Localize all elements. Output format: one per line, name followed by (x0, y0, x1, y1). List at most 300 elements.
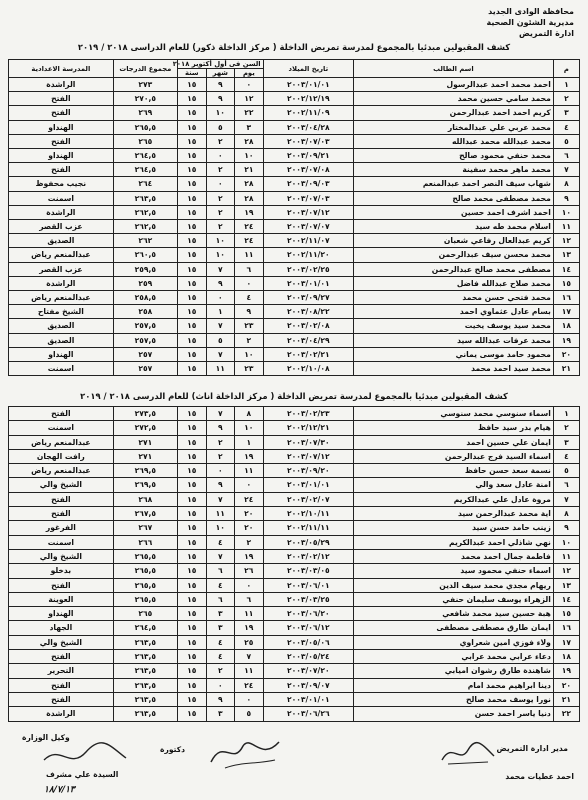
cell-day: ١٩ (235, 549, 264, 563)
cell-day: ٢٠ (235, 521, 264, 535)
cell-day: ٧ (235, 650, 264, 664)
cell-total: ٢٦٤,٥ (113, 621, 177, 635)
cell-year: ١٥ (177, 449, 206, 463)
cell-school: نجيب محفوظ (9, 177, 114, 191)
table-row (9, 262, 580, 276)
females-table-body (9, 407, 580, 722)
cell-dob: ٢٠٠٣/٠١/٠١ (263, 78, 353, 92)
table-row (9, 220, 580, 234)
cell-dob: ٢٠٠٣/٠٩/٠٣ (263, 177, 353, 191)
cell-dob: ٢٠٠٣/٠٢/٢٥ (263, 262, 353, 276)
cell-num: ٢٠ (553, 678, 579, 692)
cell-total: ٢٦٠,٥ (113, 248, 177, 262)
section1-title: كشف المقبولين مبدئيا بالمجموع لمدرسة تمريض الداخلة ( مركز الداخلة ذكور) للعام الدراسى ٢٠١٨ / ٢٠١٩ (77, 42, 511, 52)
cell-year: ١٥ (177, 521, 206, 535)
cell-year: ١٥ (177, 120, 206, 134)
cell-num: ١٠ (553, 205, 579, 219)
cell-dob: ٢٠٠٣/٠٧/١٢ (263, 449, 353, 463)
director-signature (438, 738, 498, 768)
cell-school: الصديق (9, 333, 114, 347)
cell-school: اسمنت (9, 535, 114, 549)
cell-year: ١٥ (177, 276, 206, 290)
cell-month: ٣ (206, 621, 235, 635)
cell-school: بدخلو (9, 564, 114, 578)
cell-year: ١٥ (177, 362, 206, 376)
col-dob: تاريخ الميلاد (263, 60, 353, 78)
table-row (9, 191, 580, 205)
table-row (9, 362, 580, 376)
cell-year: ١٥ (177, 592, 206, 606)
cell-school: عبدالمنعم رياض (9, 464, 114, 478)
cell-total: ٢٦٨ (113, 492, 177, 506)
header-department: ادارة التمريض (519, 29, 574, 38)
cell-month: ٩ (206, 692, 235, 706)
cell-month: ٧ (206, 347, 235, 361)
cell-dob: ٢٠٠٢/١٠/١١ (263, 507, 353, 521)
table-row (9, 664, 580, 678)
section2-title: كشف المقبولين مبدئيا بالمجموع لمدرسة تمريض الداخلة ( مركز الداخلة اناث) للعام الدرسى ٢٠١٨ / ٢٠١٩ (80, 391, 508, 401)
cell-name: محمد حنفي محمود صالح (354, 149, 554, 163)
cell-num: ١٥ (553, 607, 579, 621)
cell-year: ١٥ (177, 262, 206, 276)
cell-month: ٩ (206, 92, 235, 106)
table-row (9, 149, 580, 163)
col-num: م (553, 60, 579, 78)
cell-year: ١٥ (177, 564, 206, 578)
cell-day: ٦ (235, 262, 264, 276)
table-row (9, 464, 580, 478)
cell-num: ٢ (553, 92, 579, 106)
cell-name: دعاء عرابي محمد عرابي (354, 650, 554, 664)
cell-dob: ٢٠٠٣/٠٦/١٢ (263, 621, 353, 635)
cell-dob: ٢٠٠٣/٠٧/١٢ (263, 205, 353, 219)
cell-num: ١١ (553, 220, 579, 234)
cell-school: الراشدة (9, 707, 114, 721)
cell-total: ٢٦٣,٥ (113, 664, 177, 678)
cell-year: ١٥ (177, 549, 206, 563)
cell-dob: ٢٠٠٣/٠٢/٢٣ (263, 407, 353, 421)
cell-day: ١١ (235, 664, 264, 678)
cell-year: ١٥ (177, 92, 206, 106)
cell-year: ١٥ (177, 177, 206, 191)
cell-dob: ٢٠٠٣/٠٦/٢٦ (263, 707, 353, 721)
cell-month: ٠ (206, 177, 235, 191)
cell-num: ١٦ (553, 291, 579, 305)
cell-total: ٢٦٥,٥ (113, 564, 177, 578)
cell-day: ٠ (235, 692, 264, 706)
table-row (9, 692, 580, 706)
table-row (9, 347, 580, 361)
cell-name: محمد عرفات عبدالله سيد (354, 333, 554, 347)
cell-day: ٩ (235, 305, 264, 319)
table-row (9, 578, 580, 592)
table-row (9, 120, 580, 134)
table-row (9, 435, 580, 449)
cell-school: رافت الهجان (9, 449, 114, 463)
females-table (8, 406, 580, 722)
cell-month: ٤ (206, 650, 235, 664)
cell-dob: ٢٠٠٣/٠٧/٢٠ (263, 664, 353, 678)
cell-school: اسمنت (9, 421, 114, 435)
males-table (8, 59, 580, 376)
cell-name: محمد محسن سيف عبدالرحمن (354, 248, 554, 262)
cell-year: ١٥ (177, 407, 206, 421)
deputy-title: وكيل الوزارة (22, 733, 70, 742)
cell-month: ١١ (206, 362, 235, 376)
cell-day: ١٩ (235, 205, 264, 219)
cell-name: امنة عادل سعد والي (354, 478, 554, 492)
cell-year: ١٥ (177, 248, 206, 262)
cell-dob: ٢٠٠٣/٠٧/٠٧ (263, 220, 353, 234)
cell-dob: ٢٠٠٣/٠٥/٢٤ (263, 650, 353, 664)
cell-name: نسمة سعد حسن حافظ (354, 464, 554, 478)
cell-num: ١٢ (553, 234, 579, 248)
cell-day: ٠ (235, 578, 264, 592)
cell-total: ٢٥٧ (113, 362, 177, 376)
cell-day: ٢١ (235, 163, 264, 177)
cell-dob: ٢٠٠٣/٠٥/٢٩ (263, 535, 353, 549)
cell-name: محمد سيد احمد محمد (354, 362, 554, 376)
cell-day: ١٠ (235, 347, 264, 361)
cell-name: ولاء فوزي امين شعراوي (354, 635, 554, 649)
cell-name: ريهام مجدي محمد سيف الدين (354, 578, 554, 592)
cell-month: ٠ (206, 149, 235, 163)
table-row (9, 234, 580, 248)
cell-num: ٦ (553, 149, 579, 163)
handwritten-date: ١٨/٧/١٣ (44, 785, 75, 795)
table-row (9, 478, 580, 492)
cell-year: ١٥ (177, 163, 206, 177)
table-row (9, 305, 580, 319)
cell-school: الهنداو (9, 149, 114, 163)
cell-year: ١٥ (177, 478, 206, 492)
director-name: احمد عطيات محمد (505, 772, 574, 781)
cell-day: ٢٠ (235, 507, 264, 521)
cell-day: ٠ (235, 276, 264, 290)
cell-num: ١٥ (553, 276, 579, 290)
cell-month: ٧ (206, 549, 235, 563)
cell-day: ٢٤ (235, 234, 264, 248)
cell-num: ١١ (553, 549, 579, 563)
cell-month: ٧ (206, 319, 235, 333)
cell-month: ٠ (206, 291, 235, 305)
cell-total: ٢٦٣,٥ (113, 650, 177, 664)
cell-name: نهي شاذلي احمد عبدالكريم (354, 535, 554, 549)
cell-total: ٢٦٧ (113, 521, 177, 535)
cell-num: ٥ (553, 134, 579, 148)
cell-total: ٢٧٣,٥ (113, 407, 177, 421)
cell-dob: ٢٠٠٣/٠٧/٠٣ (263, 134, 353, 148)
cell-num: ١٨ (553, 650, 579, 664)
cell-school: عزب القصر (9, 220, 114, 234)
cell-month: ٢ (206, 664, 235, 678)
table-row (9, 549, 580, 563)
cell-year: ١٥ (177, 305, 206, 319)
cell-num: ١٨ (553, 319, 579, 333)
table-row (9, 205, 580, 219)
cell-day: ٥ (235, 707, 264, 721)
cell-month: ٣ (206, 707, 235, 721)
table-row (9, 492, 580, 506)
cell-month: ٧ (206, 262, 235, 276)
cell-num: ٤ (553, 120, 579, 134)
cell-dob: ٢٠٠٣/٠٩/٠٧ (263, 678, 353, 692)
cell-school: الراشدة (9, 205, 114, 219)
cell-day: ٢٨ (235, 177, 264, 191)
cell-name: هبة حسين سيد محمد شافعي (354, 607, 554, 621)
cell-dob: ٢٠٠٣/٠٢/٠٨ (263, 319, 353, 333)
cell-day: ١٢ (235, 92, 264, 106)
table-row (9, 678, 580, 692)
cell-num: ١٧ (553, 305, 579, 319)
cell-name: محمود حامد موسى يماني (354, 347, 554, 361)
cell-month: ٢ (206, 163, 235, 177)
cell-day: ١١ (235, 248, 264, 262)
cell-month: ٤ (206, 635, 235, 649)
table-row (9, 564, 580, 578)
cell-num: ٣ (553, 435, 579, 449)
table-row (9, 650, 580, 664)
cell-name: شاهندة طارق رشوان اميابي (354, 664, 554, 678)
cell-day: ٨ (235, 407, 264, 421)
cell-month: ٩ (206, 78, 235, 92)
cell-dob: ٢٠٠٣/٠٤/٢٩ (263, 333, 353, 347)
table-row (9, 78, 580, 92)
cell-day: ١٩ (235, 449, 264, 463)
cell-year: ١٥ (177, 664, 206, 678)
cell-school: الشيخ مفتاح (9, 305, 114, 319)
cell-day: ١٠ (235, 149, 264, 163)
cell-total: ٢٥٧,٥ (113, 319, 177, 333)
cell-month: ٤ (206, 578, 235, 592)
cell-num: ١٦ (553, 621, 579, 635)
cell-month: ٧ (206, 407, 235, 421)
cell-dob: ٢٠٠٣/٠٦/٠١ (263, 578, 353, 592)
cell-total: ٢٥٨,٥ (113, 291, 177, 305)
cell-school: الفتح (9, 92, 114, 106)
cell-total: ٢٧١ (113, 435, 177, 449)
cell-year: ١٥ (177, 191, 206, 205)
cell-month: ٦ (206, 592, 235, 606)
cell-month: ٦ (206, 564, 235, 578)
header-directorate: مديرية الشئون الصحية (486, 18, 574, 27)
cell-day: ٢ (235, 535, 264, 549)
cell-day: ١٠ (235, 421, 264, 435)
doctor-label: دكتورة (160, 745, 186, 754)
cell-day: ٤ (235, 291, 264, 305)
cell-month: ٤ (206, 535, 235, 549)
cell-month: ١١ (206, 507, 235, 521)
cell-name: محمد فتحي حسن محمد (354, 291, 554, 305)
cell-name: محمد سامي حسين محمد (354, 92, 554, 106)
cell-school: العوينة (9, 592, 114, 606)
cell-dob: ٢٠٠٢/١٢/١٩ (263, 92, 353, 106)
cell-total: ٢٦٥,٥ (113, 549, 177, 563)
cell-month: ١٠ (206, 106, 235, 120)
cell-num: ٢١ (553, 362, 579, 376)
cell-total: ٢٥٨ (113, 305, 177, 319)
cell-num: ٧ (553, 492, 579, 506)
table-row (9, 707, 580, 721)
cell-num: ١ (553, 78, 579, 92)
col-age-group: السن فى أول أكتوبر ٢٠١٨ (177, 60, 263, 69)
cell-num: ١٣ (553, 248, 579, 262)
cell-num: ٤ (553, 449, 579, 463)
table-row (9, 248, 580, 262)
cell-year: ١٥ (177, 333, 206, 347)
cell-total: ٢٦٢,٥ (113, 220, 177, 234)
cell-month: ٣ (206, 607, 235, 621)
cell-num: ١٠ (553, 535, 579, 549)
cell-num: ١٤ (553, 262, 579, 276)
cell-dob: ٢٠٠٣/٠٩/٢٠ (263, 464, 353, 478)
cell-name: شهاب سيف النصر احمد عبدالمنعم (354, 177, 554, 191)
cell-dob: ٢٠٠٣/٠١/٠١ (263, 478, 353, 492)
cell-school: الفتح (9, 492, 114, 506)
cell-name: كريم احمد احمد عبدالرحمن (354, 106, 554, 120)
cell-name: محمد صلاح عبدالله فاضل (354, 276, 554, 290)
cell-school: الشيخ والي (9, 635, 114, 649)
cell-dob: ٢٠٠٢/١١/٢٠ (263, 248, 353, 262)
cell-year: ١٥ (177, 535, 206, 549)
col-day: يوم (235, 69, 264, 78)
doctor-signature (205, 732, 285, 772)
cell-school: اسمنت (9, 362, 114, 376)
table-row (9, 177, 580, 191)
cell-day: ٦ (235, 592, 264, 606)
cell-total: ٢٦٩,٥ (113, 464, 177, 478)
cell-year: ١٥ (177, 692, 206, 706)
cell-year: ١٥ (177, 205, 206, 219)
cell-month: ٩ (206, 478, 235, 492)
cell-school: الجهاد (9, 621, 114, 635)
cell-school: التحرير (9, 664, 114, 678)
cell-dob: ٢٠٠٣/٠٣/٠٥ (263, 564, 353, 578)
cell-day: ١١ (235, 464, 264, 478)
cell-name: اسماء حنفي محمود سيد (354, 564, 554, 578)
cell-dob: ٢٠٠٢/١٢/٢١ (263, 421, 353, 435)
col-total: مجموع الدرجات (113, 60, 177, 78)
cell-year: ١٥ (177, 621, 206, 635)
cell-num: ٣ (553, 106, 579, 120)
cell-day: ٢٨ (235, 134, 264, 148)
cell-name: زينب حامد حسن سيد (354, 521, 554, 535)
cell-dob: ٢٠٠٣/٠٣/٢٥ (263, 592, 353, 606)
cell-num: ١٧ (553, 635, 579, 649)
cell-total: ٢٦٣,٥ (113, 707, 177, 721)
cell-day: ٢٤ (235, 492, 264, 506)
cell-num: ٢٠ (553, 347, 579, 361)
cell-num: ١٣ (553, 578, 579, 592)
cell-year: ١٥ (177, 347, 206, 361)
table-row (9, 333, 580, 347)
cell-month: ٠ (206, 678, 235, 692)
cell-total: ٢٧٢,٥ (113, 421, 177, 435)
cell-num: ٨ (553, 507, 579, 521)
cell-year: ١٥ (177, 464, 206, 478)
cell-school: الفتح (9, 678, 114, 692)
cell-day: ٣ (235, 120, 264, 134)
table-row (9, 92, 580, 106)
cell-school: الصديق (9, 319, 114, 333)
cell-year: ١٥ (177, 707, 206, 721)
males-table-body (9, 78, 580, 376)
cell-month: ١٠ (206, 234, 235, 248)
cell-month: ٩ (206, 276, 235, 290)
table-row (9, 291, 580, 305)
cell-year: ١٥ (177, 492, 206, 506)
cell-num: ٢١ (553, 692, 579, 706)
cell-month: ١٠ (206, 521, 235, 535)
cell-year: ١٥ (177, 607, 206, 621)
cell-school: الفتح (9, 134, 114, 148)
cell-school: الشيخ والي (9, 478, 114, 492)
cell-month: ٧ (206, 492, 235, 506)
cell-year: ١٥ (177, 421, 206, 435)
cell-day: ٠ (235, 78, 264, 92)
cell-year: ١٥ (177, 220, 206, 234)
cell-school: الفتح (9, 650, 114, 664)
cell-school: اسمنت (9, 191, 114, 205)
cell-day: ٠ (235, 478, 264, 492)
cell-name: اسلام محمد طه سيد (354, 220, 554, 234)
cell-month: ٩ (206, 421, 235, 435)
cell-num: ٩ (553, 191, 579, 205)
cell-day: ٢٣ (235, 362, 264, 376)
cell-total: ٢٥٧ (113, 347, 177, 361)
cell-month: ٢ (206, 435, 235, 449)
cell-name: هيام بدر سيد حافظ (354, 421, 554, 435)
cell-dob: ٢٠٠٣/٠٨/٢٢ (263, 305, 353, 319)
cell-name: ايمان علي حسين احمد (354, 435, 554, 449)
cell-dob: ٢٠٠٣/٠٢/٠٧ (263, 492, 353, 506)
cell-total: ٢٥٩,٥ (113, 262, 177, 276)
cell-name: مروة عادل علي عبدالكريم (354, 492, 554, 506)
cell-month: ٢ (206, 449, 235, 463)
cell-day: ٢٤ (235, 678, 264, 692)
cell-school: الراشدة (9, 276, 114, 290)
cell-day: ٢٥ (235, 635, 264, 649)
cell-month: ٥ (206, 333, 235, 347)
table-row (9, 319, 580, 333)
cell-name: محمد مصطفى محمد صالح (354, 191, 554, 205)
cell-total: ٢٦٦ (113, 535, 177, 549)
cell-dob: ٢٠٠٣/٠٥/٠٦ (263, 635, 353, 649)
cell-day: ١٩ (235, 621, 264, 635)
cell-total: ٢٧٣ (113, 78, 177, 92)
cell-name: محمد سيد يوسف يخيت (354, 319, 554, 333)
cell-name: دينا ابراهيم محمد امام (354, 678, 554, 692)
cell-num: ١٩ (553, 333, 579, 347)
cell-total: ٢٦٩ (113, 106, 177, 120)
cell-school: الهنداو (9, 120, 114, 134)
cell-year: ١٥ (177, 78, 206, 92)
table-row (9, 635, 580, 649)
col-year: سنة (177, 69, 206, 78)
cell-school: عبدالمنعم رياض (9, 435, 114, 449)
cell-num: ٦ (553, 478, 579, 492)
cell-name: فاطمة جمال احمد محمد (354, 549, 554, 563)
table-row (9, 421, 580, 435)
cell-school: الفتح (9, 578, 114, 592)
cell-school: عزب القصر (9, 262, 114, 276)
cell-total: ٢٧٠,٥ (113, 92, 177, 106)
cell-total: ٢٦٤,٥ (113, 163, 177, 177)
cell-name: اسماء السيد فرج عبدالرحمن (354, 449, 554, 463)
cell-school: الصديق (9, 234, 114, 248)
cell-dob: ٢٠٠٣/٠٧/٠٣ (263, 191, 353, 205)
cell-name: نورا يوسف محمد صالح (354, 692, 554, 706)
